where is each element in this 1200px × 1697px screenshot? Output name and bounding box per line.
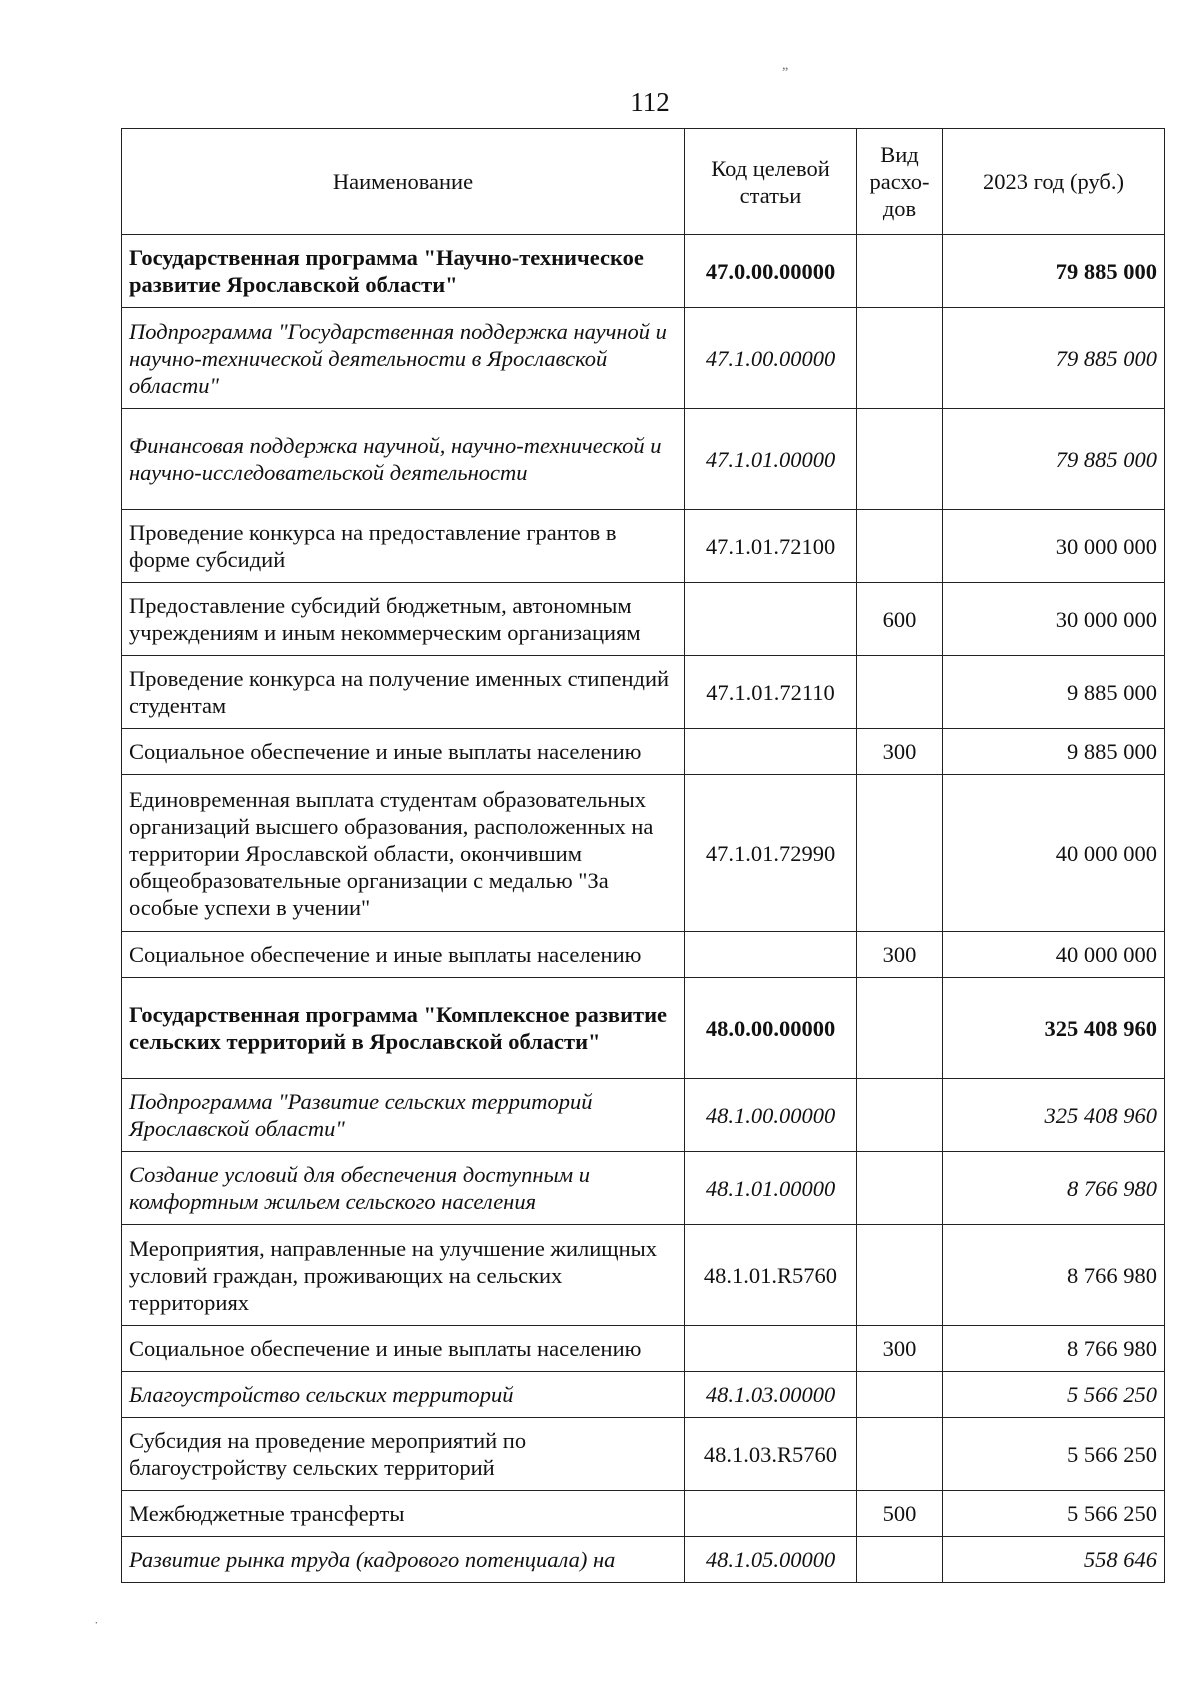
row-name: Государственная программа "Комплексное развитие сельских территорий в Ярославской области" (122, 978, 685, 1079)
row-name: Субсидия на проведение мероприятий по благоустройству сельских территорий (122, 1418, 685, 1491)
page-number: 112 (630, 87, 670, 117)
table-row (122, 1418, 1165, 1491)
row-amount: 30 000 000 (943, 510, 1165, 583)
header-name: Наименование (122, 129, 685, 235)
row-code: 47.0.00.00000 (685, 235, 857, 308)
row-type: 300 (857, 1326, 943, 1372)
table-row (122, 510, 1165, 583)
row-name: Социальное обеспечение и иные выплаты населению (122, 932, 685, 978)
row-type (857, 1152, 943, 1225)
row-code: 48.1.03.R5760 (685, 1418, 857, 1491)
table-row (122, 1372, 1165, 1418)
row-name: Социальное обеспечение и иные выплаты населению (122, 729, 685, 775)
row-code: 48.1.01.00000 (685, 1152, 857, 1225)
row-name: Создание условий для обеспечения доступным и комфортным жильем сельского населения (122, 1152, 685, 1225)
row-type (857, 1225, 943, 1326)
row-code (685, 1491, 857, 1537)
row-name: Финансовая поддержка научной, научно-технической и научно-исследовательской деятельности (122, 409, 685, 510)
row-type: 600 (857, 583, 943, 656)
row-amount: 558 646 (943, 1537, 1165, 1583)
row-code: 48.1.03.00000 (685, 1372, 857, 1418)
row-type: 300 (857, 932, 943, 978)
row-amount: 30 000 000 (943, 583, 1165, 656)
row-type (857, 409, 943, 510)
row-code: 48.1.01.R5760 (685, 1225, 857, 1326)
row-amount: 8 766 980 (943, 1152, 1165, 1225)
header-type: Вид расхо-дов (857, 129, 943, 235)
row-code: 47.1.01.72100 (685, 510, 857, 583)
row-code: 48.1.05.00000 (685, 1537, 857, 1583)
row-code: 47.1.01.72110 (685, 656, 857, 729)
row-code (685, 932, 857, 978)
row-name: Проведение конкурса на получение именных стипендий студентам (122, 656, 685, 729)
scan-speck-top: „ (782, 58, 789, 73)
table-row (122, 1537, 1165, 1583)
row-name: Единовременная выплата студентам образовательных организаций высшего образования, расположенных на территории Ярославской области, окончившим общеобразовательные организации с медалью "За особые успехи в учении" (122, 775, 685, 932)
row-type (857, 1079, 943, 1152)
row-amount: 40 000 000 (943, 932, 1165, 978)
table-row (122, 1326, 1165, 1372)
scan-speck-bottom: ˙ (94, 1620, 99, 1635)
row-name: Государственная программа "Научно-техническое развитие Ярославской области" (122, 235, 685, 308)
row-amount: 79 885 000 (943, 235, 1165, 308)
row-code (685, 1326, 857, 1372)
row-code: 47.1.01.00000 (685, 409, 857, 510)
table-row (122, 1152, 1165, 1225)
row-name: Развитие рынка труда (кадрового потенциала) на (122, 1537, 685, 1583)
row-amount: 325 408 960 (943, 1079, 1165, 1152)
row-amount: 9 885 000 (943, 729, 1165, 775)
row-code: 47.1.00.00000 (685, 308, 857, 409)
row-amount: 79 885 000 (943, 308, 1165, 409)
row-type (857, 1372, 943, 1418)
row-amount: 5 566 250 (943, 1418, 1165, 1491)
row-amount: 79 885 000 (943, 409, 1165, 510)
row-name: Подпрограмма "Государственная поддержка научной и научно-технической деятельности в Ярославской области" (122, 308, 685, 409)
row-amount: 9 885 000 (943, 656, 1165, 729)
table-header-row (122, 129, 1165, 235)
row-type (857, 1537, 943, 1583)
row-type (857, 235, 943, 308)
table-row (122, 775, 1165, 932)
row-code: 47.1.01.72990 (685, 775, 857, 932)
table-row (122, 1491, 1165, 1537)
row-type (857, 656, 943, 729)
row-amount: 5 566 250 (943, 1491, 1165, 1537)
table-row (122, 1225, 1165, 1326)
row-name: Проведение конкурса на предоставление грантов в форме субсидий (122, 510, 685, 583)
row-name: Благоустройство сельских территорий (122, 1372, 685, 1418)
row-type: 500 (857, 1491, 943, 1537)
row-name: Социальное обеспечение и иные выплаты населению (122, 1326, 685, 1372)
row-type (857, 308, 943, 409)
table-row (122, 1079, 1165, 1152)
row-amount: 5 566 250 (943, 1372, 1165, 1418)
row-amount: 8 766 980 (943, 1225, 1165, 1326)
header-code: Код целевой статьи (685, 129, 857, 235)
table-row (122, 932, 1165, 978)
row-code (685, 729, 857, 775)
row-type (857, 510, 943, 583)
row-amount: 325 408 960 (943, 978, 1165, 1079)
row-name: Межбюджетные трансферты (122, 1491, 685, 1537)
row-amount: 40 000 000 (943, 775, 1165, 932)
table-body (122, 235, 1165, 1583)
row-name: Мероприятия, направленные на улучшение жилищных условий граждан, проживающих на сельских территориях (122, 1225, 685, 1326)
row-type (857, 775, 943, 932)
budget-table (121, 128, 1165, 1583)
header-amount: 2023 год (руб.) (943, 129, 1165, 235)
row-amount: 8 766 980 (943, 1326, 1165, 1372)
row-code: 48.1.00.00000 (685, 1079, 857, 1152)
row-code: 48.0.00.00000 (685, 978, 857, 1079)
table-row (122, 978, 1165, 1079)
table-row (122, 583, 1165, 656)
row-type (857, 1418, 943, 1491)
table-row (122, 656, 1165, 729)
row-code (685, 583, 857, 656)
table-row (122, 409, 1165, 510)
table-row (122, 308, 1165, 409)
table-row (122, 235, 1165, 308)
row-type (857, 978, 943, 1079)
row-name: Подпрограмма "Развитие сельских территорий Ярославской области" (122, 1079, 685, 1152)
table-row (122, 729, 1165, 775)
row-type: 300 (857, 729, 943, 775)
row-name: Предоставление субсидий бюджетным, автономным учреждениям и иным некоммерческим организациям (122, 583, 685, 656)
